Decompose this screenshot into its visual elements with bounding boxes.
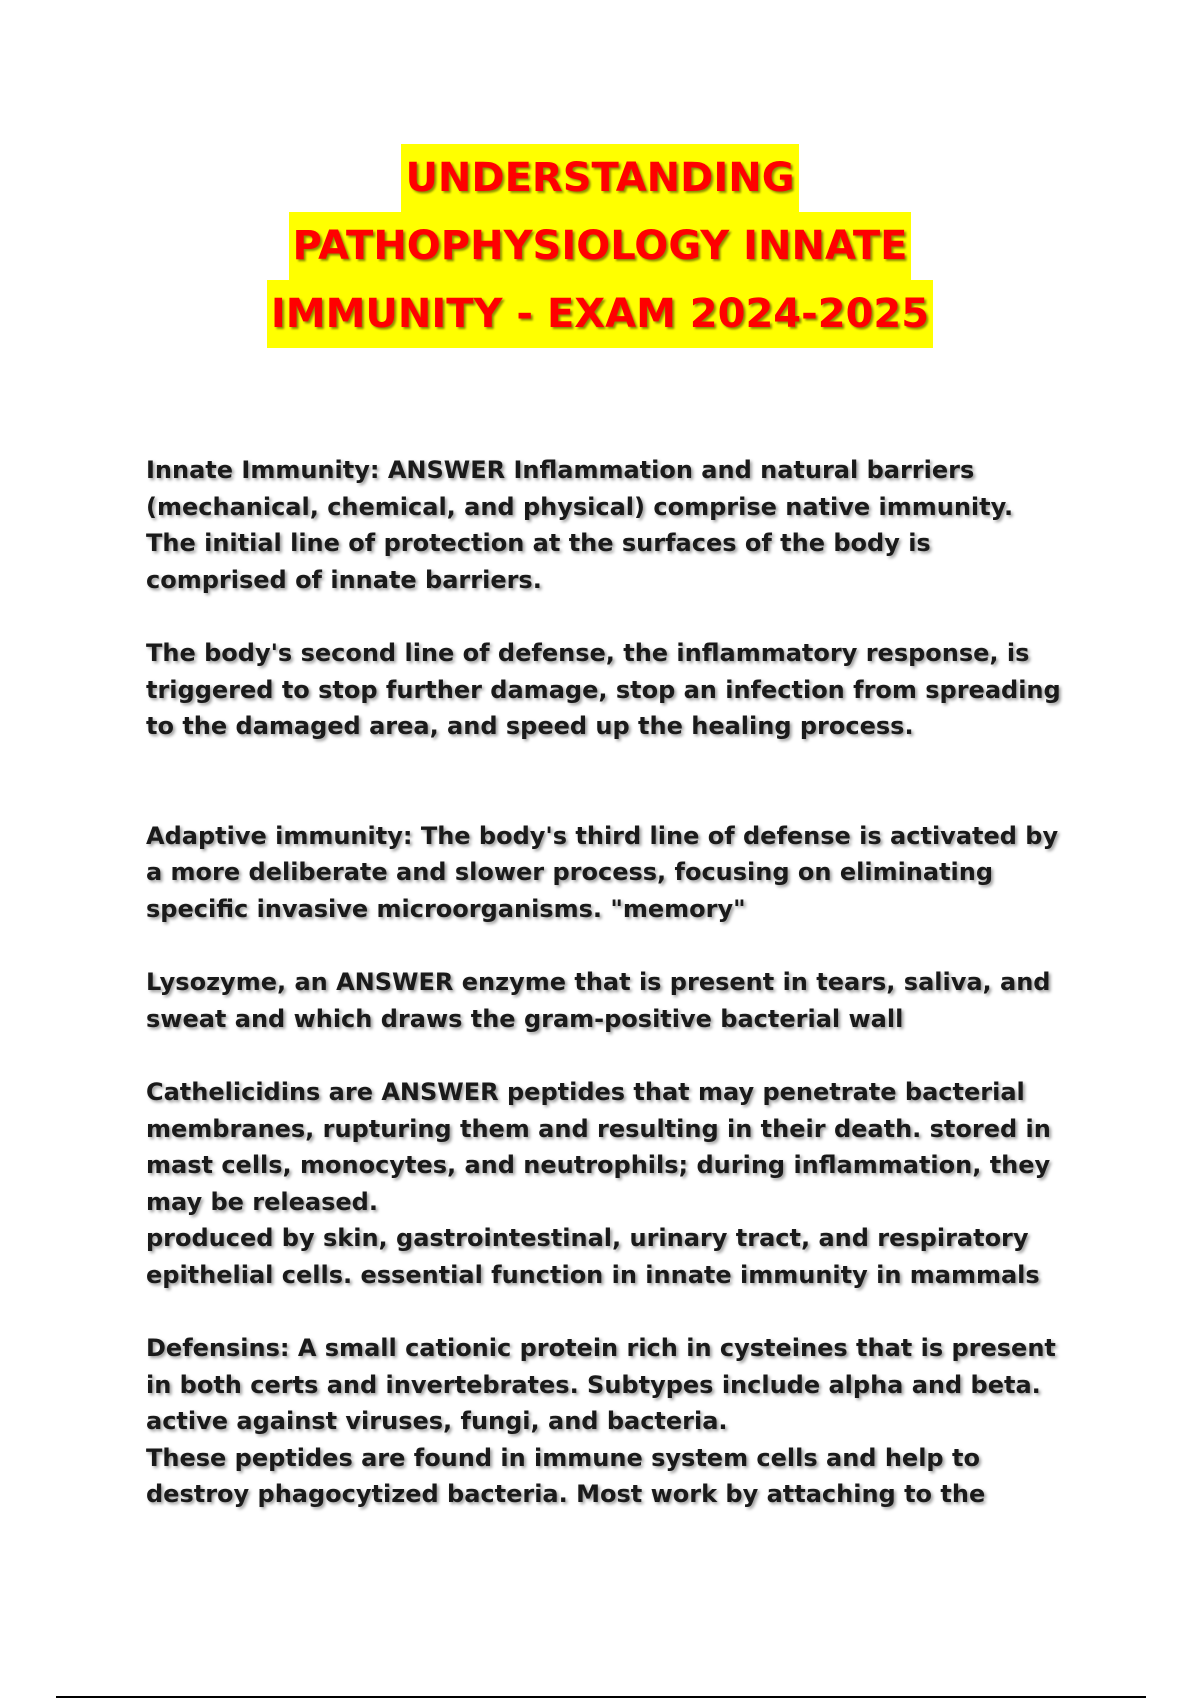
text-line: These peptides are found in immune system cells and help to <box>146 1443 980 1472</box>
text-line: may be released. <box>146 1187 378 1216</box>
text-line: The initial line of protection at the surfaces of the body is <box>146 529 931 557</box>
text-line: to the damaged area, and speed up the healing process. <box>146 712 914 740</box>
text-line: membranes, rupturing them and resulting in their death. stored in <box>146 1114 1051 1143</box>
paragraph-spacer <box>146 927 1076 964</box>
paragraph-spacer <box>146 745 1076 818</box>
title-line-3: IMMUNITY - EXAM 2024-2025 <box>267 280 933 348</box>
text-line: produced by skin, gastrointestinal, urinary tract, and respiratory <box>146 1224 1029 1252</box>
text-line: destroy phagocytized bacteria. Most work by attaching to the <box>146 1480 986 1508</box>
text-line: active against viruses, fungi, and bacteria. <box>146 1407 728 1435</box>
text-line: comprised of innate barriers. <box>146 565 542 594</box>
document-body <box>146 452 1076 1513</box>
text-line: The body's second line of defense, the inflammatory response, is <box>146 639 1030 667</box>
paragraph-spacer <box>146 1037 1076 1074</box>
text-line: Lysozyme, an ANSWER enzyme that is present in tears, saliva, and <box>146 968 1051 996</box>
text-line: (mechanical, chemical, and physical) comprise native immunity. <box>146 492 1014 521</box>
paragraph-innate-immunity <box>146 452 1076 598</box>
text-line: mast cells, monocytes, and neutrophils; during inflammation, they <box>146 1151 1051 1179</box>
text-line: sweat and which draws the gram-positive bacterial wall <box>146 1004 904 1033</box>
footer-divider <box>56 1696 1146 1698</box>
title-line-1: UNDERSTANDING <box>401 144 798 212</box>
paragraph-lysozyme <box>146 964 1076 1037</box>
text-line: a more deliberate and slower process, focusing on eliminating <box>146 858 994 886</box>
paragraph-spacer <box>146 1293 1076 1330</box>
text-line: Innate Immunity: ANSWER Inflammation and natural barriers <box>146 456 975 484</box>
text-line: Defensins: A small cationic protein rich in cysteines that is present <box>146 1334 1056 1362</box>
text-line: Adaptive immunity: The body's third line of defense is activated by <box>146 821 1059 850</box>
text-line: specific invasive microorganisms. "memory" <box>146 894 746 923</box>
text-line: Cathelicidins are ANSWER peptides that may penetrate bacterial <box>146 1078 1025 1106</box>
paragraph-defensins <box>146 1330 1076 1513</box>
paragraph-inflammatory-response <box>146 635 1076 745</box>
paragraph-adaptive-immunity <box>146 818 1076 928</box>
text-line: in both certs and invertebrates. Subtypes include alpha and beta. <box>146 1370 1041 1399</box>
paragraph-spacer <box>146 598 1076 635</box>
document-title <box>0 144 1200 348</box>
text-line: triggered to stop further damage, stop an infection from spreading <box>146 675 1061 704</box>
paragraph-cathelicidins <box>146 1074 1076 1293</box>
title-line-2: PATHOPHYSIOLOGY INNATE <box>289 212 912 280</box>
text-line: epithelial cells. essential function in innate immunity in mammals <box>146 1260 1040 1289</box>
